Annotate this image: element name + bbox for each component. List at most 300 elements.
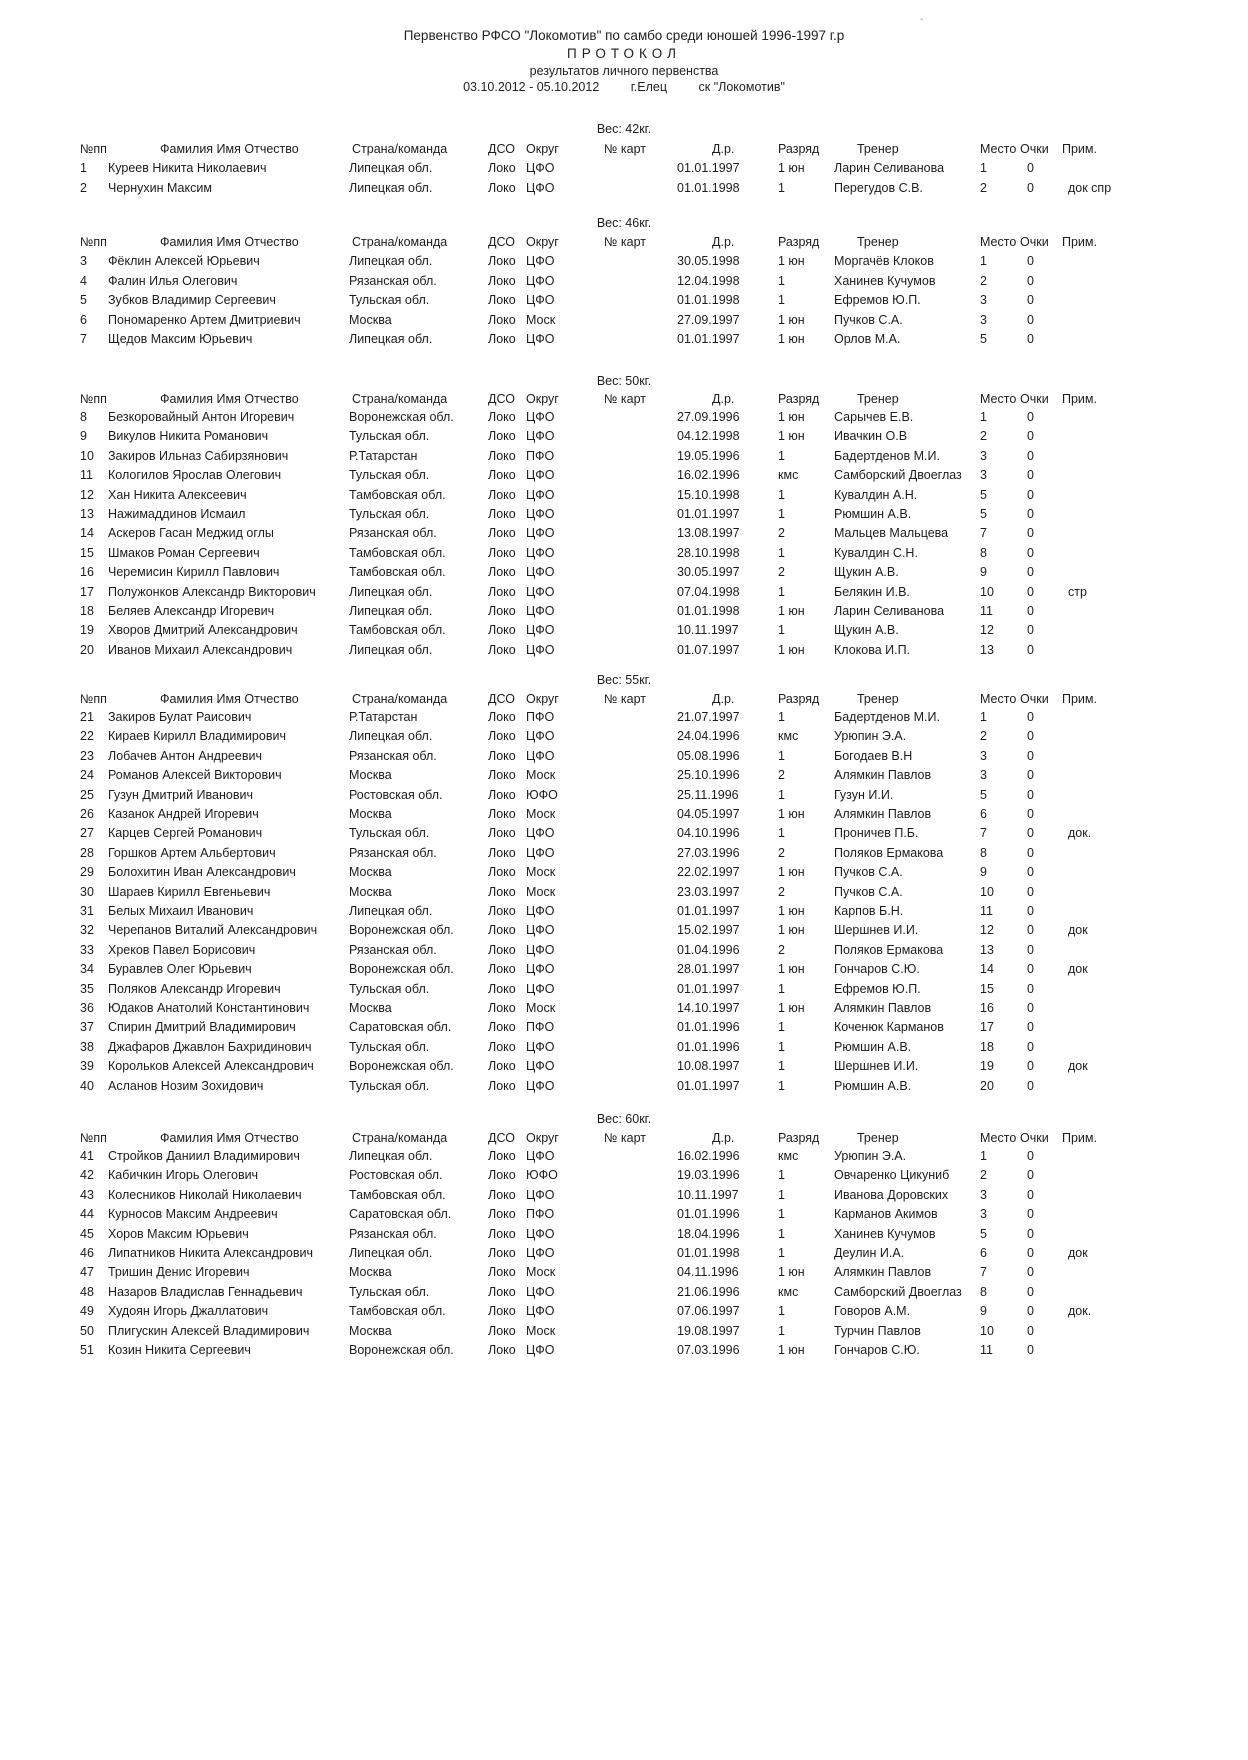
column-header-row	[0, 140, 1248, 158]
cell-coach: Рюмшин А.В.	[834, 1039, 912, 1054]
cell-dob: 19.05.1996	[677, 448, 740, 463]
cell-region: Липецкая обл.	[349, 584, 433, 599]
cell-razr: 1 юн	[778, 254, 805, 268]
cell-region: Ростовская обл.	[349, 787, 443, 802]
cell-dob: 21.06.1996	[677, 1284, 740, 1299]
column-header-name: Фамилия Имя Отчество	[160, 692, 299, 706]
cell-name: Нажимаддинов Исмаил	[108, 507, 246, 521]
cell-place: 2	[980, 180, 987, 195]
cell-dso: Локо	[488, 604, 516, 618]
cell-ochki: 0	[1027, 604, 1034, 618]
cell-dso: Локо	[488, 545, 516, 560]
cell-dso: Локо	[488, 942, 516, 957]
cell-place: 7	[980, 526, 987, 541]
cell-dob: 01.01.1996	[677, 1039, 740, 1054]
cell-razr: 1	[778, 507, 785, 521]
cell-dob: 19.08.1997	[677, 1323, 740, 1338]
cell-name: Кабичкин Игорь Олегович	[108, 1168, 259, 1183]
cell-region: Тульская обл.	[349, 293, 430, 307]
cell-num: 19	[80, 623, 94, 638]
cell-prim: док	[1068, 962, 1088, 977]
cell-num: 37	[80, 1020, 94, 1035]
cell-coach: Бадертденов М.И.	[834, 448, 940, 463]
cell-region: Липецкая обл.	[349, 161, 433, 175]
cell-okrug: Моск	[526, 768, 556, 783]
cell-region: Тульская обл.	[349, 507, 430, 521]
cell-dso: Локо	[488, 565, 516, 580]
cell-coach: Овчаренко Цикуниб	[834, 1168, 950, 1183]
table-row	[0, 960, 1248, 978]
cell-okrug: ЦФО	[526, 1343, 555, 1357]
table-row	[0, 272, 1248, 290]
weight-class-heading: Вес: 55кг.	[596, 673, 652, 687]
cell-num: 20	[80, 642, 94, 657]
cell-dob: 18.04.1996	[677, 1226, 740, 1241]
table-row	[0, 408, 1248, 426]
column-header-razr: Разряд	[778, 142, 820, 156]
cell-region: Р.Татарстан	[349, 448, 418, 463]
table-row	[0, 466, 1248, 484]
table-row	[0, 1038, 1248, 1056]
cell-coach: Гончаров С.Ю.	[834, 962, 920, 977]
weight-class-heading: Вес: 50кг.	[596, 374, 652, 388]
cell-ochki: 0	[1027, 545, 1034, 560]
cell-place: 11	[980, 904, 993, 918]
cell-dso: Локо	[488, 273, 516, 288]
cell-okrug: ЦФО	[526, 748, 555, 763]
cell-okrug: ЦФО	[526, 254, 555, 268]
cell-coach: Алямкин Павлов	[834, 1265, 932, 1280]
cell-coach: Коченюк Карманов	[834, 1020, 944, 1035]
cell-name: Тришин Денис Игоревич	[108, 1265, 250, 1280]
cell-dob: 01.01.1997	[677, 507, 740, 521]
cell-okrug: ЦФО	[526, 1149, 555, 1163]
cell-num: 8	[80, 410, 87, 424]
column-header-row	[0, 233, 1248, 251]
cell-coach: Ивачкин О.В	[834, 429, 908, 444]
cell-name: Назаров Владислав Геннадьевич	[108, 1284, 303, 1299]
column-header-kart: № карт	[604, 235, 646, 249]
cell-coach: Белякин И.В.	[834, 584, 910, 599]
cell-okrug: Моск	[526, 884, 556, 899]
cell-place: 9	[980, 865, 987, 880]
cell-razr: 1	[778, 710, 785, 724]
cell-name: Буравлев Олег Юрьевич	[108, 962, 252, 977]
column-header-kart: № карт	[604, 142, 646, 156]
cell-name: Спирин Дмитрий Владимирович	[108, 1020, 296, 1035]
column-header-dso: ДСО	[488, 235, 515, 249]
table-row	[0, 708, 1248, 726]
cell-razr: 1 юн	[778, 1001, 805, 1015]
cell-razr: 1 юн	[778, 604, 805, 618]
table-row	[0, 602, 1248, 620]
cell-razr: 1	[778, 748, 785, 763]
cell-razr: 1	[778, 826, 785, 841]
cell-okrug: ЦФО	[526, 604, 555, 618]
table-row	[0, 1147, 1248, 1165]
table-row	[0, 921, 1248, 939]
cell-region: Рязанская обл.	[349, 845, 437, 860]
column-header-dob: Д.р.	[712, 392, 735, 406]
cell-coach: Самборский Двоеглаз	[834, 468, 962, 483]
cell-ochki: 0	[1027, 468, 1034, 483]
cell-ochki: 0	[1027, 507, 1034, 521]
cell-name: Кологилов Ярослав Олегович	[108, 468, 282, 483]
column-header-okrug: Округ	[526, 1131, 559, 1145]
cell-coach: Орлов М.А.	[834, 332, 901, 346]
cell-place: 2	[980, 429, 987, 444]
column-header-name: Фамилия Имя Отчество	[160, 235, 299, 249]
cell-razr: 1	[778, 487, 785, 502]
cell-num: 45	[80, 1226, 94, 1241]
cell-region: Воронежская обл.	[349, 962, 454, 977]
cell-place: 1	[980, 1149, 987, 1163]
cell-name: Черепанов Виталий Александрович	[108, 923, 318, 938]
column-header-region: Страна/команда	[352, 692, 448, 706]
cell-razr: 1	[778, 1246, 785, 1260]
column-header-region: Страна/команда	[352, 1131, 448, 1145]
cell-region: Москва	[349, 884, 392, 899]
column-header-coach: Тренер	[857, 142, 899, 156]
cell-region: Саратовская обл.	[349, 1207, 452, 1222]
cell-dso: Локо	[488, 487, 516, 502]
cell-razr: 1	[778, 293, 785, 307]
cell-dso: Локо	[488, 312, 516, 327]
cell-razr: кмс	[778, 468, 799, 483]
column-header-coach: Тренер	[857, 692, 899, 706]
cell-name: Хворов Дмитрий Александрович	[108, 623, 298, 638]
cell-num: 35	[80, 981, 94, 996]
cell-coach: Рюмшин А.В.	[834, 1078, 912, 1093]
cell-dso: Локо	[488, 1246, 516, 1260]
cell-name: Щедов Максим Юрьевич	[108, 332, 253, 346]
cell-name: Гузун Дмитрий Иванович	[108, 787, 253, 802]
cell-num: 12	[80, 487, 94, 502]
cell-name: Куреев Никита Николаевич	[108, 161, 267, 175]
cell-region: Тульская обл.	[349, 468, 430, 483]
cell-dso: Локо	[488, 448, 516, 463]
event-info	[0, 80, 1248, 94]
cell-dob: 05.08.1996	[677, 748, 740, 763]
cell-dso: Локо	[488, 642, 516, 657]
table-row	[0, 941, 1248, 959]
cell-name: Корольков Алексей Александрович	[108, 1059, 314, 1074]
table-row	[0, 1322, 1248, 1340]
cell-num: 36	[80, 1001, 94, 1015]
cell-razr: 1	[778, 787, 785, 802]
cell-prim: стр	[1068, 584, 1087, 599]
table-row	[0, 505, 1248, 523]
cell-coach: Мальцев Мальцева	[834, 526, 949, 541]
cell-region: Тамбовская обл.	[349, 487, 446, 502]
cell-okrug: ЦФО	[526, 942, 555, 957]
cell-region: Тамбовская обл.	[349, 565, 446, 580]
column-header-dso: ДСО	[488, 392, 515, 406]
table-row	[0, 330, 1248, 348]
cell-coach: Деулин И.А.	[834, 1246, 905, 1260]
cell-ochki: 0	[1027, 807, 1034, 821]
cell-place: 6	[980, 807, 987, 821]
cell-region: Саратовская обл.	[349, 1020, 452, 1035]
table-row	[0, 311, 1248, 329]
cell-okrug: ЦФО	[526, 410, 555, 424]
table-row	[0, 766, 1248, 784]
cell-num: 41	[80, 1149, 94, 1163]
column-header-kart: № карт	[604, 392, 646, 406]
cell-num: 34	[80, 962, 94, 977]
cell-razr: 1	[778, 180, 785, 195]
cell-name: Юдаков Анатолий Константинович	[108, 1001, 310, 1015]
column-header-place: Место	[980, 1131, 1017, 1145]
cell-place: 3	[980, 448, 987, 463]
cell-num: 49	[80, 1304, 94, 1319]
event-city: г.Елец	[630, 80, 668, 94]
cell-dso: Локо	[488, 332, 516, 346]
cell-num: 1	[80, 161, 87, 175]
cell-dob: 30.05.1998	[677, 254, 740, 268]
cell-razr: 1	[778, 1323, 785, 1338]
column-header-region: Страна/команда	[352, 392, 448, 406]
cell-razr: кмс	[778, 1149, 799, 1163]
cell-region: Тульская обл.	[349, 826, 430, 841]
cell-dob: 30.05.1997	[677, 565, 740, 580]
cell-num: 29	[80, 865, 94, 880]
scan-speck: -	[920, 14, 924, 25]
cell-razr: 1 юн	[778, 642, 805, 657]
cell-place: 3	[980, 1207, 987, 1222]
column-header-name: Фамилия Имя Отчество	[160, 392, 299, 406]
cell-coach: Пучков С.А.	[834, 884, 903, 899]
column-header-region: Страна/команда	[352, 235, 448, 249]
cell-dob: 21.07.1997	[677, 710, 740, 724]
cell-ochki: 0	[1027, 942, 1034, 957]
weight-class-heading: Вес: 60кг.	[596, 1112, 652, 1126]
cell-region: Тульская обл.	[349, 1039, 430, 1054]
cell-okrug: ЦФО	[526, 1226, 555, 1241]
cell-prim: док	[1068, 1246, 1088, 1260]
cell-num: 42	[80, 1168, 94, 1183]
cell-dso: Локо	[488, 1304, 516, 1319]
cell-ochki: 0	[1027, 429, 1034, 444]
column-header-ochki: Очки	[1020, 235, 1049, 249]
cell-place: 3	[980, 293, 987, 307]
cell-region: Москва	[349, 1323, 392, 1338]
cell-place: 1	[980, 410, 987, 424]
cell-razr: 1 юн	[778, 312, 805, 327]
cell-region: Р.Татарстан	[349, 710, 418, 724]
cell-ochki: 0	[1027, 1020, 1034, 1035]
cell-razr: 1	[778, 981, 785, 996]
cell-num: 11	[80, 468, 93, 483]
cell-dob: 27.03.1996	[677, 845, 740, 860]
cell-dob: 01.01.1996	[677, 1020, 740, 1035]
cell-dso: Локо	[488, 1168, 516, 1183]
cell-razr: 1 юн	[778, 904, 805, 918]
cell-okrug: ЦФО	[526, 565, 555, 580]
cell-place: 12	[980, 923, 994, 938]
cell-dob: 14.10.1997	[677, 1001, 740, 1015]
column-header-prim: Прим.	[1062, 392, 1097, 406]
column-header-place: Место	[980, 142, 1017, 156]
cell-place: 8	[980, 545, 987, 560]
cell-num: 39	[80, 1059, 94, 1074]
cell-okrug: ПФО	[526, 1207, 555, 1222]
cell-dob: 04.10.1996	[677, 826, 740, 841]
column-header-dso: ДСО	[488, 692, 515, 706]
cell-okrug: Моск	[526, 865, 556, 880]
column-header-razr: Разряд	[778, 692, 820, 706]
cell-dso: Локо	[488, 1323, 516, 1338]
cell-name: Хан Никита Алексеевич	[108, 487, 247, 502]
cell-okrug: ПФО	[526, 710, 555, 724]
column-header-place: Место	[980, 392, 1017, 406]
table-row	[0, 544, 1248, 562]
cell-ochki: 0	[1027, 332, 1034, 346]
cell-coach: Кувалдин С.Н.	[834, 545, 918, 560]
cell-okrug: ЦФО	[526, 1059, 555, 1074]
cell-ochki: 0	[1027, 1284, 1034, 1299]
cell-dso: Локо	[488, 526, 516, 541]
cell-okrug: ЦФО	[526, 904, 555, 918]
cell-dso: Локо	[488, 768, 516, 783]
table-row	[0, 747, 1248, 765]
cell-okrug: Моск	[526, 1001, 556, 1015]
cell-dob: 01.01.1997	[677, 161, 740, 175]
column-header-coach: Тренер	[857, 235, 899, 249]
cell-dso: Локо	[488, 748, 516, 763]
cell-razr: 1	[778, 1039, 785, 1054]
cell-place: 3	[980, 468, 987, 483]
column-header-num: №пп	[80, 392, 107, 406]
cell-coach: Гончаров С.Ю.	[834, 1343, 920, 1357]
cell-dso: Локо	[488, 981, 516, 996]
cell-dob: 07.04.1998	[677, 584, 740, 599]
cell-num: 32	[80, 923, 94, 938]
cell-num: 15	[80, 545, 94, 560]
cell-region: Липецкая обл.	[349, 332, 433, 346]
cell-place: 19	[980, 1059, 994, 1074]
table-row	[0, 159, 1248, 177]
column-header-coach: Тренер	[857, 1131, 899, 1145]
cell-place: 10	[980, 1323, 994, 1338]
cell-num: 25	[80, 787, 94, 802]
cell-region: Москва	[349, 865, 392, 880]
cell-okrug: ЦФО	[526, 1039, 555, 1054]
cell-place: 2	[980, 729, 987, 744]
table-row	[0, 179, 1248, 197]
cell-place: 3	[980, 1187, 987, 1202]
cell-place: 2	[980, 1168, 987, 1183]
column-header-row	[0, 1129, 1248, 1147]
cell-okrug: ЦФО	[526, 1304, 555, 1319]
cell-dso: Локо	[488, 468, 516, 483]
cell-razr: 1	[778, 623, 785, 638]
cell-razr: 1 юн	[778, 807, 805, 821]
table-row	[0, 563, 1248, 581]
protocol-heading: ПРОТОКОЛ	[567, 46, 681, 61]
cell-dso: Локо	[488, 807, 516, 821]
cell-place: 2	[980, 273, 987, 288]
cell-prim: док	[1068, 1059, 1088, 1074]
cell-name: Кираев Кирилл Владимирович	[108, 729, 286, 744]
cell-okrug: ЦФО	[526, 180, 555, 195]
cell-region: Тульская обл.	[349, 981, 430, 996]
cell-ochki: 0	[1027, 448, 1034, 463]
cell-prim: док	[1068, 923, 1088, 938]
table-row	[0, 641, 1248, 659]
cell-region: Липецкая обл.	[349, 180, 433, 195]
cell-place: 5	[980, 787, 987, 802]
cell-name: Безкоровайный Антон Игоревич	[108, 410, 295, 424]
cell-okrug: ПФО	[526, 448, 555, 463]
cell-dob: 19.03.1996	[677, 1168, 740, 1183]
cell-coach: Бадертденов М.И.	[834, 710, 940, 724]
cell-dso: Локо	[488, 729, 516, 744]
cell-name: Хреков Павел Борисович	[108, 942, 256, 957]
cell-dob: 10.11.1997	[677, 623, 739, 638]
cell-region: Липецкая обл.	[349, 904, 433, 918]
cell-ochki: 0	[1027, 254, 1034, 268]
cell-prim: док.	[1068, 826, 1092, 841]
column-header-prim: Прим.	[1062, 235, 1097, 249]
cell-coach: Алямкин Павлов	[834, 768, 932, 783]
cell-place: 7	[980, 826, 987, 841]
cell-place: 13	[980, 642, 994, 657]
cell-dob: 10.11.1997	[677, 1187, 739, 1202]
table-row	[0, 980, 1248, 998]
cell-ochki: 0	[1027, 768, 1034, 783]
column-header-ochki: Очки	[1020, 1131, 1049, 1145]
cell-num: 24	[80, 768, 94, 783]
cell-coach: Пучков С.А.	[834, 865, 903, 880]
cell-num: 47	[80, 1265, 94, 1280]
cell-razr: 1 юн	[778, 1265, 805, 1280]
cell-name: Беляев Александр Игоревич	[108, 604, 275, 618]
cell-region: Москва	[349, 312, 392, 327]
cell-coach: Ларин Селиванова	[834, 604, 945, 618]
cell-dso: Локо	[488, 787, 516, 802]
cell-ochki: 0	[1027, 1226, 1034, 1241]
cell-razr: 2	[778, 884, 785, 899]
cell-razr: 1	[778, 1207, 785, 1222]
table-row	[0, 621, 1248, 639]
cell-num: 40	[80, 1078, 94, 1093]
cell-dob: 01.07.1997	[677, 642, 740, 657]
cell-region: Москва	[349, 768, 392, 783]
cell-num: 10	[80, 448, 94, 463]
cell-name: Белых Михаил Иванович	[108, 904, 254, 918]
table-row	[0, 252, 1248, 270]
cell-dso: Локо	[488, 710, 516, 724]
column-header-region: Страна/команда	[352, 142, 448, 156]
cell-dob: 16.02.1996	[677, 468, 740, 483]
cell-dso: Локо	[488, 1078, 516, 1093]
cell-name: Горшков Артем Альбертович	[108, 845, 276, 860]
cell-name: Закиров Ильназ Сабирзянович	[108, 448, 289, 463]
cell-num: 28	[80, 845, 94, 860]
cell-num: 44	[80, 1207, 94, 1222]
cell-dso: Локо	[488, 865, 516, 880]
cell-okrug: ЦФО	[526, 273, 555, 288]
cell-name: Фалин Илья Олегович	[108, 273, 238, 288]
cell-dob: 01.01.1998	[677, 293, 740, 307]
cell-dso: Локо	[488, 293, 516, 307]
cell-okrug: ЦФО	[526, 923, 555, 938]
cell-dob: 28.01.1997	[677, 962, 740, 977]
cell-prim: док спр	[1068, 180, 1112, 195]
cell-okrug: ЦФО	[526, 487, 555, 502]
cell-dob: 15.10.1998	[677, 487, 740, 502]
